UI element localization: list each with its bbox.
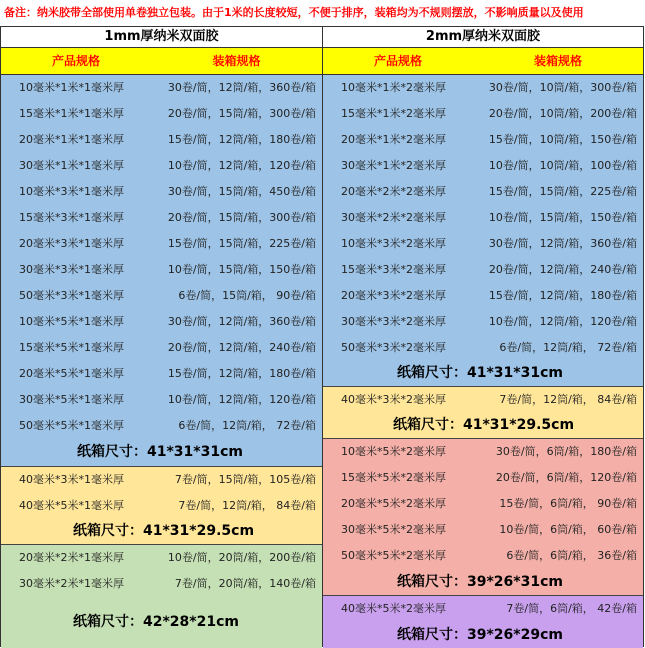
product-spec: 30毫米*5米*1毫米厚: [19, 393, 124, 406]
header-spec: 产品规格: [51, 54, 100, 68]
table-row: [323, 543, 643, 569]
section-yellow: [1, 467, 322, 545]
packing-spec: 6卷/简，12筒/箱， 72卷/箱: [178, 419, 316, 432]
packing-spec: 6卷/简，15筒/箱， 90卷/箱: [178, 289, 316, 302]
header-spec: 产品规格: [373, 54, 422, 68]
table-2mm: [322, 26, 644, 647]
box-size: 纸箱尺寸：42*28*21cm: [73, 614, 239, 630]
table-header: [323, 48, 643, 75]
product-spec: 50毫米*3米*1毫米厚: [19, 289, 124, 302]
table-row: [323, 153, 643, 179]
box-size: 纸箱尺寸：39*26*31cm: [397, 574, 563, 590]
packing-spec: 10卷/简，12筒/箱，120卷/箱: [488, 315, 637, 328]
product-spec: 40毫米*5米*2毫米厚: [341, 602, 446, 615]
section-pink: [323, 439, 643, 596]
product-spec: 10毫米*3米*1毫米厚: [19, 185, 124, 198]
product-spec: 10毫米*1米*2毫米厚: [341, 81, 446, 94]
packing-spec: 15卷/简，10筒/箱，150卷/箱: [488, 133, 637, 146]
packing-spec: 7卷/简，15筒/箱，105卷/箱: [174, 473, 316, 486]
table-row: [323, 309, 643, 335]
packing-spec: 20卷/简，6筒/箱，120卷/箱: [495, 471, 637, 484]
packing-spec: 15卷/简，15筒/箱，225卷/箱: [167, 237, 316, 250]
packing-spec: 10卷/简，12筒/箱，120卷/箱: [167, 159, 316, 172]
product-spec: 30毫米*2米*2毫米厚: [341, 211, 446, 224]
product-spec: 30毫米*1米*1毫米厚: [19, 159, 124, 172]
packing-spec: 6卷/简，12筒/箱， 72卷/箱: [499, 341, 637, 354]
packing-spec: 10卷/简，10筒/箱，100卷/箱: [488, 159, 637, 172]
table-row: [323, 517, 643, 543]
product-spec: 20毫米*5米*1毫米厚: [19, 367, 124, 380]
table-row: [323, 75, 643, 101]
product-spec: 20毫米*1米*1毫米厚: [19, 133, 124, 146]
product-spec: 10毫米*5米*1毫米厚: [19, 315, 124, 328]
table-row: [323, 387, 643, 413]
packing-spec: 30卷/简，12筒/箱，360卷/箱: [167, 315, 316, 328]
packing-spec: 10卷/简，12筒/箱，120卷/箱: [167, 393, 316, 406]
product-spec: 20毫米*2米*1毫米厚: [19, 551, 124, 564]
table-row: [1, 231, 322, 257]
table-header: [1, 48, 322, 75]
packing-spec: 20卷/简，15筒/箱，300卷/箱: [167, 211, 316, 224]
product-spec: 15毫米*1米*1毫米厚: [19, 107, 124, 120]
table-row: [1, 387, 322, 413]
product-spec: 30毫米*2米*1毫米厚: [19, 577, 124, 590]
table-1mm: [0, 26, 323, 647]
section-purple: [323, 596, 643, 648]
table-title: 1mm厚纳米双面胶: [1, 27, 322, 48]
table-row: [323, 231, 643, 257]
packing-spec: 20卷/简，15筒/箱，300卷/箱: [167, 107, 316, 120]
product-spec: 50毫米*3米*2毫米厚: [341, 341, 446, 354]
table-row: [1, 127, 322, 153]
table-row: [1, 545, 322, 571]
product-spec: 15毫米*1米*2毫米厚: [341, 107, 446, 120]
table-row: [1, 101, 322, 127]
product-spec: 40毫米*3米*2毫米厚: [341, 393, 446, 406]
packing-spec: 30卷/简，12筒/箱，360卷/箱: [167, 81, 316, 94]
table-row: [323, 283, 643, 309]
table-row: [1, 413, 322, 439]
product-spec: 40毫米*5米*1毫米厚: [19, 499, 124, 512]
header-pack: 装箱规格: [212, 54, 261, 68]
packing-spec: 15卷/简，6筒/箱， 90卷/箱: [499, 497, 637, 510]
table-title: 2mm厚纳米双面胶: [323, 27, 643, 48]
table-row: [1, 179, 322, 205]
product-spec: 30毫米*3米*1毫米厚: [19, 263, 124, 276]
section-yellow: [323, 387, 643, 439]
box-size: 纸箱尺寸：39*26*29cm: [397, 627, 563, 643]
product-spec: 20毫米*3米*1毫米厚: [19, 237, 124, 250]
table-row: [323, 491, 643, 517]
product-spec: 50毫米*5米*2毫米厚: [341, 549, 446, 562]
product-spec: 10毫米*3米*2毫米厚: [341, 237, 446, 250]
packing-spec: 30卷/简，10筒/箱，300卷/箱: [488, 81, 637, 94]
packing-spec: 10卷/简，15筒/箱，150卷/箱: [488, 211, 637, 224]
product-spec: 30毫米*3米*2毫米厚: [341, 315, 446, 328]
product-spec: 20毫米*5米*2毫米厚: [341, 497, 446, 510]
product-spec: 50毫米*5米*1毫米厚: [19, 419, 124, 432]
section-blue: [1, 75, 322, 467]
packing-spec: 7卷/简，12筒/箱， 84卷/箱: [499, 393, 637, 406]
table-row: [1, 571, 322, 597]
table-row: [323, 205, 643, 231]
packing-spec: 30卷/简，12筒/箱，360卷/箱: [488, 237, 637, 250]
product-spec: 15毫米*5米*2毫米厚: [341, 471, 446, 484]
box-size: 纸箱尺寸：41*31*29.5cm: [73, 523, 255, 539]
box-size: 纸箱尺寸：41*31*31cm: [77, 444, 243, 460]
packing-spec: 15卷/简，12筒/箱，180卷/箱: [488, 289, 637, 302]
packing-spec: 30卷/简，15筒/箱，450卷/箱: [167, 185, 316, 198]
section-blue: [323, 75, 643, 387]
table-row: [323, 439, 643, 465]
note-banner: 备注：纳米胶带全部使用单卷独立包装。由于1米的长度较短，不便于排序，装箱均为不规则摆放，不影响质量以及使用: [0, 0, 645, 26]
packing-spec: 10卷/简，6筒/箱， 60卷/箱: [499, 523, 637, 536]
packing-spec: 30卷/简，6筒/箱，180卷/箱: [495, 445, 637, 458]
table-row: [1, 205, 322, 231]
product-spec: 30毫米*5米*2毫米厚: [341, 523, 446, 536]
box-size: 纸箱尺寸：41*31*31cm: [397, 365, 563, 381]
product-spec: 30毫米*1米*2毫米厚: [341, 159, 446, 172]
table-row: [323, 127, 643, 153]
packing-spec: 15卷/简，12筒/箱，180卷/箱: [167, 367, 316, 380]
section-green: [1, 545, 322, 648]
table-row: [323, 465, 643, 491]
packing-spec: 7卷/简，6筒/箱， 42卷/箱: [506, 602, 637, 615]
packing-spec: 7卷/简，20筒/箱，140卷/箱: [174, 577, 316, 590]
table-row: [1, 283, 322, 309]
product-spec: 20毫米*2米*2毫米厚: [341, 185, 446, 198]
packing-spec: 20卷/简，12筒/箱，240卷/箱: [167, 341, 316, 354]
table-row: [1, 335, 322, 361]
product-spec: 10毫米*5米*2毫米厚: [341, 445, 446, 458]
product-spec: 15毫米*3米*2毫米厚: [341, 263, 446, 276]
product-spec: 15毫米*3米*1毫米厚: [19, 211, 124, 224]
product-spec: 10毫米*1米*1毫米厚: [19, 81, 124, 94]
packing-spec: 15卷/简，15筒/箱，225卷/箱: [488, 185, 637, 198]
packing-spec: 15卷/简，12筒/箱，180卷/箱: [167, 133, 316, 146]
product-spec: 20毫米*3米*2毫米厚: [341, 289, 446, 302]
packing-spec: 7卷/简，12筒/箱， 84卷/箱: [178, 499, 316, 512]
packing-spec: 6卷/简，6筒/箱， 36卷/箱: [506, 549, 637, 562]
table-row: [323, 335, 643, 361]
table-row: [1, 257, 322, 283]
packing-spec: 20卷/简，10筒/箱，200卷/箱: [488, 107, 637, 120]
packing-spec: 20卷/简，12筒/箱，240卷/箱: [488, 263, 637, 276]
product-spec: 40毫米*3米*1毫米厚: [19, 473, 124, 486]
table-row: [1, 309, 322, 335]
product-spec: 20毫米*1米*2毫米厚: [341, 133, 446, 146]
packing-spec: 10卷/简，15筒/箱，150卷/箱: [167, 263, 316, 276]
box-size: 纸箱尺寸：41*31*29.5cm: [393, 417, 575, 433]
table-row: [323, 179, 643, 205]
table-row: [323, 596, 643, 622]
table-row: [1, 75, 322, 101]
packing-spec: 10卷/简，20筒/箱，200卷/箱: [167, 551, 316, 564]
table-row: [1, 467, 322, 493]
table-row: [323, 101, 643, 127]
table-row: [1, 361, 322, 387]
product-spec: 15毫米*5米*1毫米厚: [19, 341, 124, 354]
table-row: [323, 257, 643, 283]
table-row: [1, 153, 322, 179]
header-pack: 装箱规格: [533, 54, 582, 68]
table-row: [1, 493, 322, 519]
